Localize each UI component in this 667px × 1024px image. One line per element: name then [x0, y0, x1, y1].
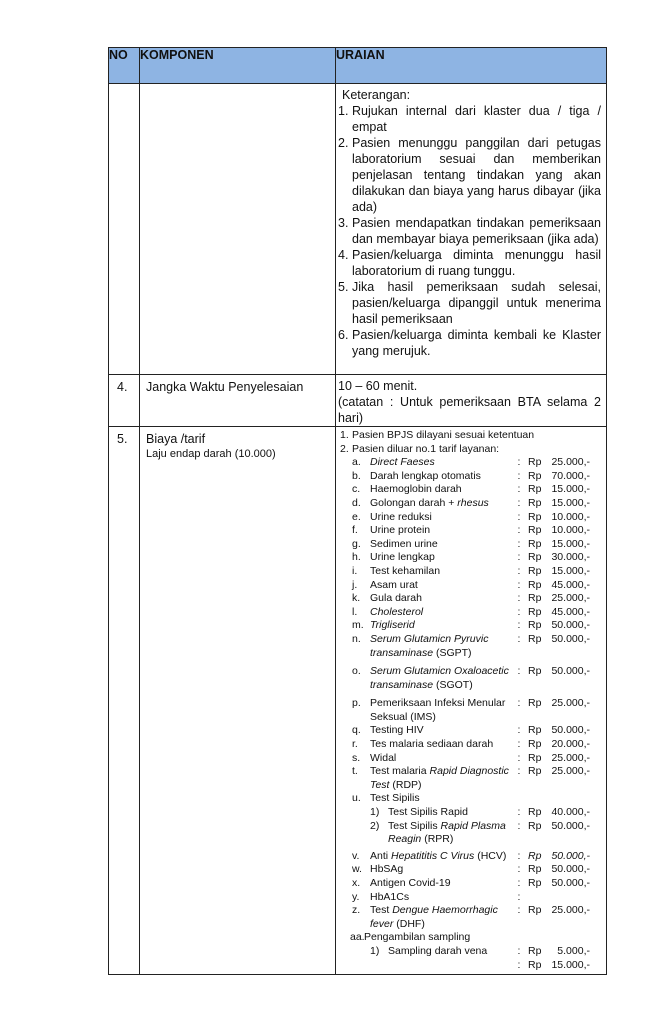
row-number: 5.	[109, 427, 140, 975]
fee-item: q. Testing HIV : Rp 50.000,-	[352, 724, 590, 737]
keterangan-list	[338, 103, 601, 359]
fee-item: : Rp 15.000,-	[517, 958, 590, 971]
fee-item: t. Test malaria Rapid Diagnostic Test (RDP) : Rp 25.000,-	[352, 765, 590, 791]
fee-item: r. Tes malaria sediaan darah : Rp 20.000,-	[352, 738, 590, 751]
header-komponen: KOMPONEN	[140, 48, 336, 84]
header-uraian: URAIAN	[336, 48, 607, 84]
service-standard-table	[108, 47, 607, 975]
component-title: Biaya /tarif	[146, 432, 206, 446]
fee-item: s. Widal : Rp 25.000,-	[352, 751, 590, 764]
list-item: 1. Pasien BPJS dilayani sesuai ketentuan	[340, 429, 535, 441]
fee-item: u. Test Sipilis	[352, 792, 420, 805]
table-row-4	[109, 375, 607, 427]
fee-item: z. Test Dengue Haemorrhagic fever (DHF) : Rp 25.000,-	[352, 904, 590, 930]
fee-item: i. Test kehamilan : Rp 15.000,-	[352, 564, 590, 577]
list-item: 3. Pasien mendapatkan tindakan pemeriksaan dan membayar biaya pemeriksaan (jika ada)	[338, 216, 601, 246]
duration-note: (catatan : Untuk pemeriksaan BTA selama 2 hari)	[338, 395, 601, 425]
fee-item: d. Golongan darah + rhesus : Rp 15.000,-	[352, 496, 590, 509]
component-label	[140, 427, 336, 975]
list-item: 2. Pasien menunggu panggilan dari petugas laboratorium sesuai dan memberikan penjelasan tentang tindakan yang akan dilakukan dan biaya yang harus dibayar (jika ada)	[338, 136, 601, 214]
fee-item: c. Haemoglobin darah : Rp 15.000,-	[352, 483, 590, 496]
row-number: 4.	[109, 375, 140, 427]
fee-subitem: 1) Sampling darah vena : Rp 5.000,-	[370, 944, 590, 957]
fee-item: a. Direct Faeses : Rp 25.000,-	[352, 456, 590, 469]
fee-item: w. HbSAg : Rp 50.000,-	[352, 863, 590, 876]
fee-item: h. Urine lengkap : Rp 30.000,-	[352, 551, 590, 564]
keterangan-title: Keterangan:	[342, 88, 411, 102]
list-item: 4. Pasien/keluarga diminta menunggu hasil laboratorium di ruang tunggu.	[338, 248, 601, 278]
fee-subitem: 2) Test Sipilis Rapid Plasma Reagin (RPR) : Rp 50.000,-	[370, 819, 590, 846]
fee-item: j. Asam urat : Rp 45.000,-	[352, 578, 590, 591]
fee-item: v. Anti Hepatititis C Virus (HCV) : Rp 50.000,-	[352, 849, 590, 862]
table-row-5	[109, 427, 607, 975]
list-item: 2. Pasien diluar no.1 tarif layanan:	[340, 442, 500, 455]
table-header-row	[109, 48, 607, 84]
fee-item: b. Darah lengkap otomatis : Rp 70.000,-	[352, 469, 590, 482]
fee-item: n. Serum Glutamicn Pyruvic transaminase (SGPT) : Rp 50.000,-	[352, 632, 590, 659]
fee-item: x. Antigen Covid-19 : Rp 50.000,-	[352, 877, 590, 889]
fee-list-cell	[336, 427, 607, 975]
fee-item: k. Gula darah : Rp 25.000,-	[352, 592, 590, 605]
fee-item: y. HbA1Cs :	[352, 890, 521, 903]
table-row-keterangan	[109, 84, 607, 375]
fee-item: o. Serum Glutamicn Oxaloacetic transaminase (SGOT) : Rp 50.000,-	[352, 665, 590, 691]
header-no: NO	[109, 48, 140, 84]
fee-item: e. Urine reduksi : Rp 10.000,-	[352, 510, 590, 523]
component-label: Jangka Waktu Penyelesaian	[140, 375, 336, 427]
fee-item: aa. Pengambilan sampling	[350, 931, 471, 944]
list-item: 5. Jika hasil pemeriksaan sudah selesai, pasien/keluarga dipanggil untuk menerima hasil pemeriksaan	[338, 280, 601, 326]
duration-text: 10 – 60 menit.	[338, 379, 418, 393]
fee-item: m. Trigliserid : Rp 50.000,-	[352, 619, 590, 632]
component-subtitle: Laju endap darah (10.000)	[146, 448, 276, 460]
list-item: 6. Pasien/keluarga diminta kembali ke Klaster yang merujuk.	[338, 328, 601, 358]
fee-item: p. Pemeriksaan Infeksi Menular Seksual (IMS) : Rp 25.000,-	[352, 697, 590, 723]
keterangan-cell	[336, 84, 607, 375]
fee-item: g. Sedimen urine : Rp 15.000,-	[352, 537, 590, 550]
fee-subitem: 1) Test Sipilis Rapid : Rp 40.000,-	[370, 806, 590, 819]
description-cell	[336, 375, 607, 427]
list-item: 1. Rujukan internal dari klaster dua / tiga / empat	[338, 104, 601, 134]
fee-item: l. Cholesterol : Rp 45.000,-	[352, 605, 590, 618]
fee-item: f. Urine protein : Rp 10.000,-	[352, 524, 590, 537]
